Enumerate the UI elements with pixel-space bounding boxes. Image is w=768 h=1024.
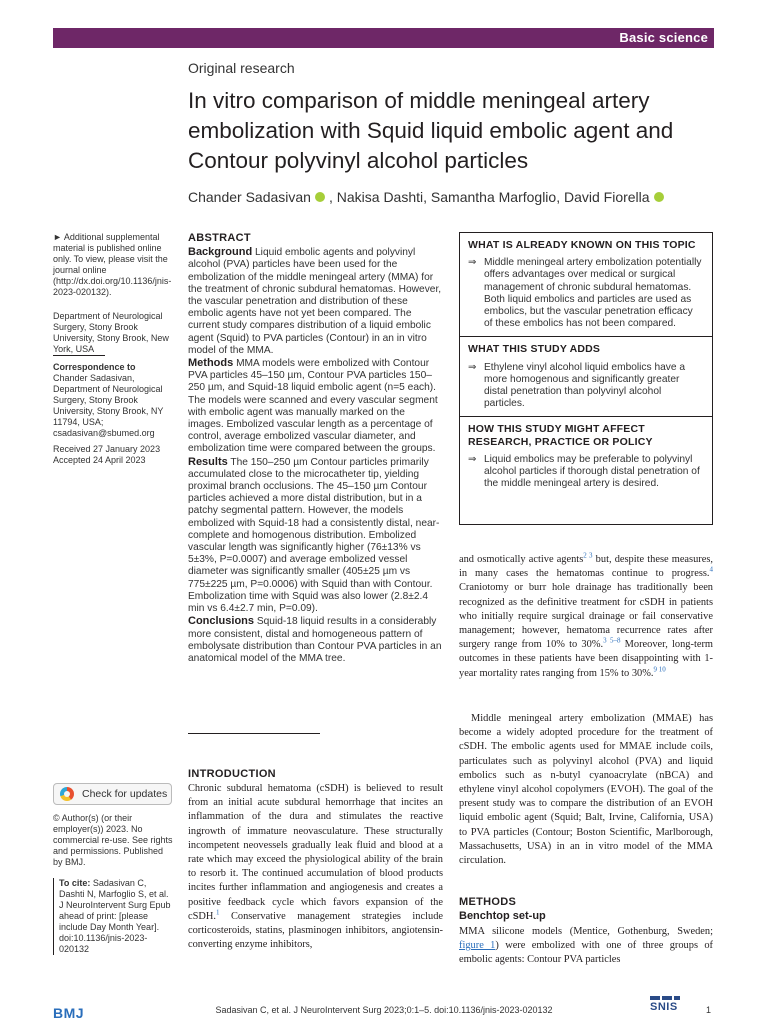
methods-heading: METHODS <box>459 896 517 908</box>
section-band <box>53 28 714 48</box>
key-messages-box <box>459 232 713 525</box>
accepted-date: Accepted 24 April 2023 <box>53 455 146 465</box>
introduction-heading: INTRODUCTION <box>188 768 276 780</box>
methods-label: Methods <box>188 357 234 370</box>
author-rest: , Nakisa Dashti, Samantha Marfoglio, David Fiorella <box>328 189 650 205</box>
intro-text: and osmotically active agents <box>459 554 584 565</box>
intro-text: Moreover, long-term outcomes in these patients have been disappointing with 1-year mortality rates ranging from 15% to 30%. <box>459 639 713 679</box>
abstract-methods <box>188 357 443 456</box>
copyright: © Author(s) (or their employer(s)) 2023. No commercial re-use. See rights and permissions. Published by BMJ. <box>53 813 173 867</box>
introduction-paragraph-2 <box>459 712 713 868</box>
correspondence <box>53 362 173 439</box>
intro-text: Craniotomy or burr hole drainage has traditionally been recognized as the definitive treatment for cSDH in patients who initially require surgical drainage or fail conservative management; however, hematoma recurrence rates after surgery range from 10% to 30%. <box>459 582 713 651</box>
figure-link[interactable]: figure 1 <box>459 940 496 952</box>
snis-logo-text: SNIS <box>650 1001 678 1013</box>
methods-text: MMA models were embolized with Contour PVA particles 45–150 µm, Contour PVA particles 150–250 µm, and Squid-18 liquid embolic agent (n=5 each). The models were scanned and every vascular segment with embolic agent was manually marked on the images. Embolized vascular length as a percentage of control, average embolized vascular diameter, and embolization time were compared between the groups. <box>188 358 438 455</box>
adds-section <box>460 336 712 416</box>
snis-logo <box>650 1001 678 1013</box>
reference-link[interactable]: 2 3 <box>583 551 593 560</box>
author-list <box>188 189 708 205</box>
intro-text: but, despite these measures, in many cases the hematomas continue to progress. <box>459 554 714 580</box>
methods-text <box>459 925 713 968</box>
orcid-icon[interactable] <box>315 192 325 202</box>
known-heading: WHAT IS ALREADY KNOWN ON THIS TOPIC <box>468 239 696 251</box>
abstract-divider <box>188 733 320 734</box>
reference-link[interactable]: 1 <box>216 908 220 917</box>
background-text: Liquid embolic agents and polyvinyl alcohol (PVA) particles have been used for the embolization of the middle meningeal artery (MMA) for the treatment of chronic subdural hematomas. However, the vascular penetration and distribution of these embolic agents have not yet been compared. The current study compares distribution of a liquid embolic agent (Squid) to PVA particles (Contour) in an in vitro model of the MMA. <box>188 247 442 356</box>
received-date: Received 27 January 2023 <box>53 444 161 454</box>
footer-citation: Sadasivan C, et al. J NeuroIntervent Surg 2023;0:1–5. doi:10.1136/jnis-2023-020132 <box>215 1005 553 1015</box>
cite-label: To cite: <box>59 878 91 888</box>
affect-heading: HOW THIS STUDY MIGHT AFFECT RESEARCH, PRACTICE OR POLICY <box>468 423 653 448</box>
intro-text: Conservative management strategies include corticosteroids, statins, plasminogen inhibitors, angiotensin-converting enzyme inhibitors, <box>188 910 443 951</box>
conclusions-text: Squid-18 liquid results in a considerably more consistent, distal and homogeneous pattern of embolysate distribution than Contour PVA particles in an anatomical model of the MMA tree. <box>188 616 442 664</box>
affect-section <box>460 416 712 496</box>
correspondence-text: Chander Sadasivan, Department of Neurological Surgery, Stony Brook University, Stony Brook, NY 11794, USA; csadasivan@sbumed.org <box>53 373 164 438</box>
abstract <box>188 232 443 665</box>
intro-text: Chronic subdural hematoma (cSDH) is believed to result from an initial acute subdural hemorrhage that incites an inflammation of the dura and stimulates the reactive ingrowth of immature neovasculature. These structurally incompetent neovessels gradually leak fluid and blood at a rate which may exceed the physiological ability of the brain to resorb it. The continued accumulation of blood products incites further inflammation and angiogenesis and creates a positive feedback cycle which favors expansion of the cSDH. <box>188 783 443 922</box>
reference-link[interactable]: 3 5–8 <box>603 636 621 645</box>
check-for-updates-button[interactable] <box>53 783 172 805</box>
author-first: Chander Sadasivan <box>188 189 311 205</box>
article-title: In vitro comparison of middle meningeal artery embolization with Squid liquid embolic agent and Contour polyvinyl alcohol particles <box>188 88 674 173</box>
reference-link[interactable]: 4 <box>709 565 713 574</box>
bmj-logo: BMJ <box>53 1005 85 1021</box>
known-item: ⇒ Middle meningeal artery embolization potentially offers advantages over medical or surgical management of chronic subdural hematomas. Both liquid embolics and particles are used as embolics, but the vascular penetration efficacy of these embolics has not been compared. <box>468 257 704 330</box>
article-type: Original research <box>188 60 295 76</box>
cite-text: Sadasivan C, Dashti N, Marfoglio S, et al. J NeuroIntervent Surg Epub ahead of print: [please include Day Month Year]. doi:10.1136/jnis-2023-020132 <box>59 878 171 954</box>
orcid-icon[interactable] <box>654 192 664 202</box>
supplementary-note: ► Additional supplemental material is published online only. To view, please visit the journal online (http://dx.doi.org/10.1136/jnis-2023-020132). <box>53 232 172 297</box>
intro-text: Middle meningeal artery embolization (MMAE) has become a widely adopted procedure for the treatment of cSDH. The embolic agents used for MMAE include coils, particulates such as polyvinyl alcohol (PVA) and liquid embolics such as n-butyl cyanoacrylate (nBCA) and ethylene vinyl alcohol copolymers (EVOH). The goal of the present study was to compare the distribution of an EVOH liquid embolic agent (Squid; Balt, Irvine, California, USA) to PVA particles (Contour; Boston Scientific, Marlborough, Massachusetts, USA) in an in vitro model of the MMA circulation. <box>459 713 713 867</box>
background-label: Background <box>188 246 253 259</box>
divider <box>53 355 105 356</box>
conclusions-label: Conclusions <box>188 615 255 628</box>
benchtop-subheading: Benchtop set-up <box>459 910 546 922</box>
affiliation: Department of Neurological Surgery, Stony Brook University, Stony Brook, New York, USA <box>53 311 169 354</box>
check-for-updates-label: Check for updates <box>82 788 168 800</box>
section-label: Basic science <box>619 30 708 45</box>
crossmark-icon <box>60 787 74 801</box>
adds-heading: WHAT THIS STUDY ADDS <box>468 343 601 356</box>
methods-body: MMA silicone models (Mentice, Gothenburg, Sweden; <box>459 926 713 937</box>
abstract-heading: ABSTRACT <box>188 232 251 244</box>
adds-item: ⇒ Ethylene vinyl alcohol liquid embolics have a more homogenous and significantly greater distal penetration than polyvinyl alcohol particles. <box>468 362 704 411</box>
abstract-results <box>188 456 443 616</box>
introduction-col-right <box>459 553 713 681</box>
reference-link[interactable]: 9 10 <box>653 665 666 674</box>
correspondence-heading: Correspondence to <box>53 362 136 372</box>
abstract-background <box>188 246 443 357</box>
methods-body: ) were embolized with one of three groups of embolic agents: Contour PVA particles <box>459 940 714 966</box>
results-label: Results <box>188 455 228 468</box>
snis-logo-mark <box>650 996 680 1000</box>
results-text: The 150–250 µm Contour particles primarily accumulated close to the microcatheter tip, yielding proximal branch occlusions. The 45–150 µm Contour particles achieved a more distal distribution, but in a patchy segmental pattern. However, the models embolized with Squid-18 had a consistently distal, near-complete and homogenous distribution. Embolized vascular length was significantly higher (76±13% vs 5±3%, P=0.0007) and average embolized vessel diameter was significantly smaller (405±25 µm vs 775±225 µm, P=0.0006) with Squid than with Contour. Embolization time with Squid was also lower (2.8±2.4 min vs 6.4±2.7 min, P=0.09). <box>188 456 440 615</box>
introduction-col-left <box>188 782 443 952</box>
page-number: 1 <box>706 1005 712 1015</box>
cite-box <box>53 878 172 955</box>
affect-item: ⇒ Liquid embolics may be preferable to polyvinyl alcohol particles if thorough distal penetration of the middle meningeal artery is desired. <box>468 454 704 491</box>
known-section <box>460 233 712 336</box>
abstract-conclusions <box>188 615 443 665</box>
